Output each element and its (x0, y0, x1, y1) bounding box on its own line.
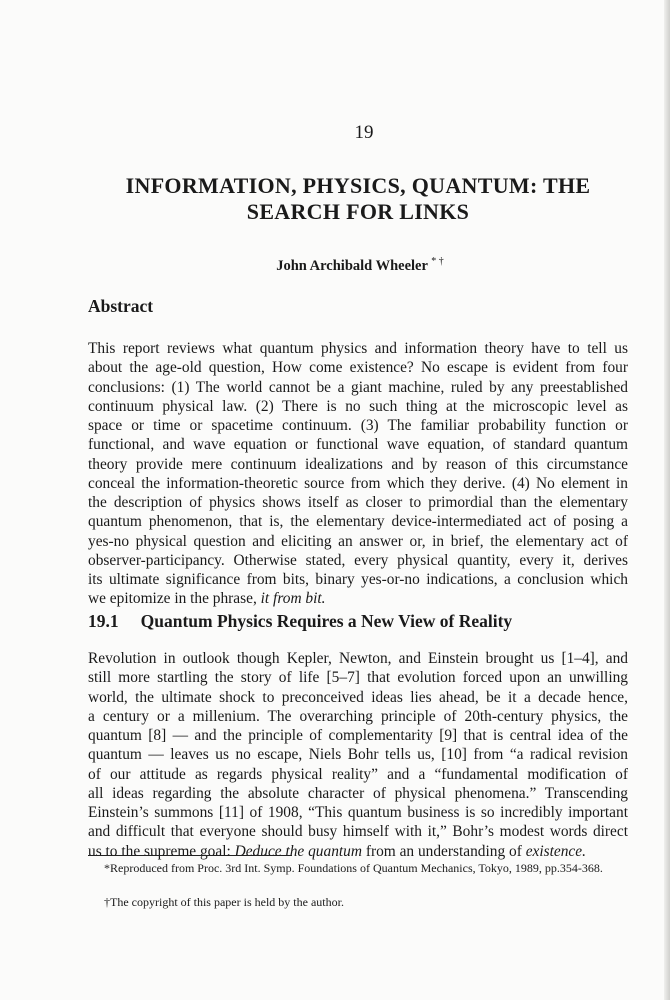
text-segment: still more startling the story of life [5–7] that evolution forced upon an unwilling (88, 669, 628, 687)
section-body-text (88, 649, 628, 861)
section-title: Quantum Physics Requires a New View of Reality (140, 611, 513, 631)
text-segment: quantum — leaves us no escape, Niels Bohr tells us, [10] from “a radical revision (88, 746, 628, 764)
text-segment: world, the ultimate shock to preconceived ideas lies ahead, be it a decade hence, (88, 688, 628, 706)
text-line (88, 416, 628, 435)
text-line (88, 435, 628, 454)
text-segment: its ultimate significance from bits, binary yes-or-no indications, a conclusion which (88, 571, 628, 588)
text-line (88, 532, 628, 551)
text-segment: theory provide mere continuum idealizations and by reason of this circumstance (88, 455, 628, 473)
text-segment: yes-no physical question and eliciting an answer or, in brief, the elementary act of (88, 532, 628, 550)
abstract-heading: Abstract (88, 296, 154, 316)
text-line (88, 378, 628, 397)
author-name: John Archibald Wheeler (276, 257, 428, 274)
footnote: *Reproduced from Proc. 3rd Int. Symp. Foundations of Quantum Mechanics, Tokyo, 1989, pp.354-368. (104, 861, 603, 875)
paper-title (88, 173, 628, 225)
section-heading (88, 611, 512, 632)
text-segment: continuum physical law. (2) There is no such thing at the microscopic level as (88, 397, 628, 415)
text-line (88, 688, 628, 707)
text-segment: This report reviews what quantum physics and information theory have to tell us (88, 340, 628, 357)
title-line: SEARCH FOR LINKS (246, 199, 470, 224)
text-line (88, 784, 628, 803)
author-footnote-marks: * † (431, 256, 444, 267)
italic-text: it from bit. (260, 590, 326, 608)
text-segment: and difficult that everyone should busy himself with it,” Bohr’s modest words direct (88, 823, 628, 841)
text-line (88, 589, 628, 608)
text-line (88, 493, 628, 512)
scan-edge-shadow (664, 0, 670, 1000)
text-line (88, 649, 628, 668)
abstract-text (88, 339, 628, 609)
text-line (88, 512, 628, 531)
section-number: 19.1 (88, 611, 119, 631)
text-segment: of our attitude as regards physical reality” and a “fundamental modification of (88, 765, 628, 783)
text-line (88, 803, 628, 822)
text-line (88, 668, 628, 687)
text-line (88, 842, 628, 861)
author (88, 256, 632, 275)
text-line (88, 551, 628, 570)
text-line (88, 570, 628, 589)
text-line (88, 745, 628, 764)
text-line (88, 358, 628, 377)
text-line (88, 339, 628, 358)
text-segment: Einstein’s summons [11] of 1908, “This quantum business is so incredibly important (88, 804, 628, 821)
text-segment: the description of physics shows itself as closer to primordial than the elementary (88, 494, 628, 511)
page-number: 19 (354, 122, 374, 143)
text-segment: all ideas regarding the absolute character of physical phenomena.” Transcending (88, 784, 628, 802)
text-segment: conceal the information-theoretic source from which they derive. (4) No element in (88, 474, 628, 492)
text-line (88, 707, 628, 726)
text-segment: Revolution in outlook though Kepler, Newton, and Einstein brought us [1–4], and (88, 650, 628, 667)
text-segment: us to the supreme goal: (88, 842, 235, 860)
footnote-rule (88, 855, 292, 856)
text-segment: observer-participancy. Otherwise stated, every physical quantity, every it, derives (88, 551, 628, 569)
text-segment: quantum phenomenon, that is, the elementary device-intermediated act of posing a (88, 513, 628, 531)
text-segment: quantum [8] — and the principle of complementarity [9] that is central idea of the (88, 727, 628, 744)
italic-text: Deduce the quantum (234, 842, 362, 860)
italic-text: existence. (525, 842, 586, 860)
text-line (88, 455, 628, 474)
text-segment: functional, and wave equation or functional wave equation, of standard quantum (88, 436, 628, 454)
text-line (88, 474, 628, 493)
footnote: †The copyright of this paper is held by the author. (104, 895, 344, 909)
text-segment: conclusions: (1) The world cannot be a giant machine, ruled by any preestablished (88, 378, 628, 396)
text-segment: space or time or spacetime continuum. (3) The familiar probability function or (88, 417, 628, 434)
text-line (88, 822, 628, 841)
text-segment: a century or a millenium. The overarching principle of 20th-century physics, the (88, 707, 628, 725)
text-segment: about the age-old question, How come existence? No escape is evident from four (88, 359, 628, 377)
text-line (88, 726, 628, 745)
text-line (88, 765, 628, 784)
title-line: INFORMATION, PHYSICS, QUANTUM: THE (125, 173, 591, 198)
text-segment: we epitomize in the phrase, (88, 590, 261, 608)
text-segment: from an understanding of (361, 842, 526, 860)
text-line (88, 397, 628, 416)
